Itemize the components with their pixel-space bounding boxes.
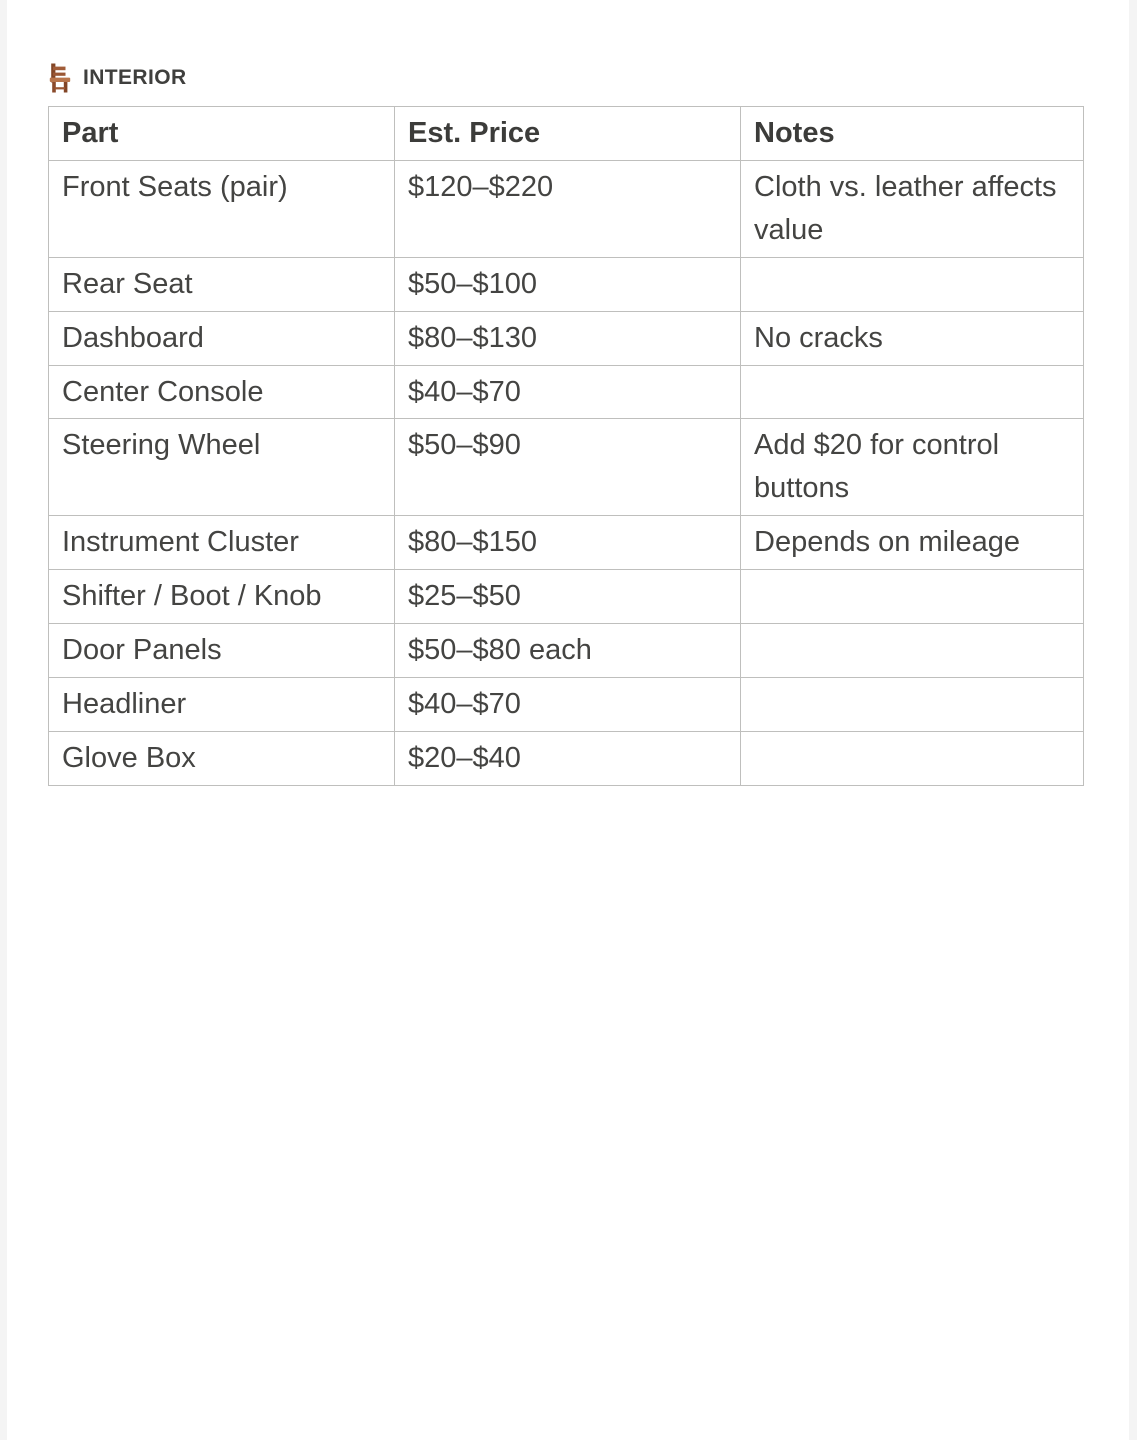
cell-part[interactable]: Front Seats (pair): [49, 160, 395, 257]
cell-notes[interactable]: Add $20 for control buttons: [741, 419, 1084, 516]
table-row: [49, 419, 1084, 516]
cell-part[interactable]: Glove Box: [49, 731, 395, 785]
cell-notes[interactable]: [741, 257, 1084, 311]
cell-price[interactable]: $20–$40: [395, 731, 741, 785]
chair-icon: [48, 63, 72, 93]
cell-notes[interactable]: Depends on mileage: [741, 516, 1084, 570]
cell-part[interactable]: Steering Wheel: [49, 419, 395, 516]
table-row: [49, 624, 1084, 678]
section-heading: [48, 62, 1083, 94]
interior-parts-table: [48, 106, 1084, 786]
table-header-row: [49, 107, 1084, 161]
cell-price[interactable]: $80–$150: [395, 516, 741, 570]
table-body: [49, 160, 1084, 785]
table-row: [49, 570, 1084, 624]
viewport-right-edge: [1129, 0, 1137, 1440]
cell-notes[interactable]: [741, 731, 1084, 785]
table-row: [49, 731, 1084, 785]
table-row: [49, 257, 1084, 311]
column-header-price[interactable]: Est. Price: [395, 107, 741, 161]
cell-notes[interactable]: Cloth vs. leather affects value: [741, 160, 1084, 257]
table-row: [49, 677, 1084, 731]
cell-notes[interactable]: [741, 677, 1084, 731]
cell-part[interactable]: Rear Seat: [49, 257, 395, 311]
table-row: [49, 516, 1084, 570]
cell-part[interactable]: Door Panels: [49, 624, 395, 678]
cell-notes[interactable]: [741, 570, 1084, 624]
section-title[interactable]: INTERIOR: [83, 66, 187, 89]
cell-price[interactable]: $40–$70: [395, 677, 741, 731]
page-content: [48, 62, 1083, 786]
cell-part[interactable]: Headliner: [49, 677, 395, 731]
cell-part[interactable]: Instrument Cluster: [49, 516, 395, 570]
viewport-left-edge: [0, 0, 7, 1440]
cell-part[interactable]: Shifter / Boot / Knob: [49, 570, 395, 624]
cell-price[interactable]: $40–$70: [395, 365, 741, 419]
cell-price[interactable]: $25–$50: [395, 570, 741, 624]
cell-part[interactable]: Center Console: [49, 365, 395, 419]
table-row: [49, 365, 1084, 419]
cell-notes[interactable]: [741, 365, 1084, 419]
cell-price[interactable]: $50–$80 each: [395, 624, 741, 678]
column-header-part[interactable]: Part: [49, 107, 395, 161]
cell-price[interactable]: $120–$220: [395, 160, 741, 257]
cell-price[interactable]: $50–$90: [395, 419, 741, 516]
cell-price[interactable]: $50–$100: [395, 257, 741, 311]
column-header-notes[interactable]: Notes: [741, 107, 1084, 161]
cell-notes[interactable]: [741, 624, 1084, 678]
table-row: [49, 311, 1084, 365]
cell-notes[interactable]: No cracks: [741, 311, 1084, 365]
cell-price[interactable]: $80–$130: [395, 311, 741, 365]
table-row: [49, 160, 1084, 257]
cell-part[interactable]: Dashboard: [49, 311, 395, 365]
